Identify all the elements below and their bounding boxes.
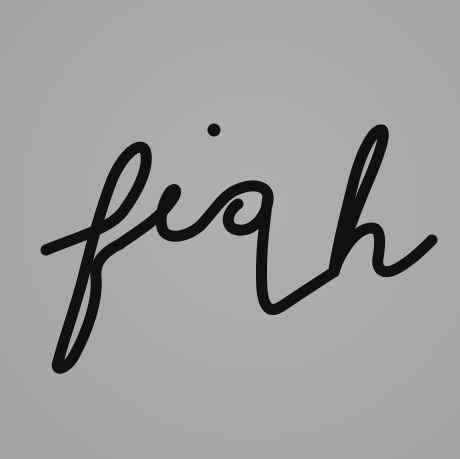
letter-h-stroke — [334, 130, 432, 272]
letter-i-dot — [208, 124, 221, 137]
letter-q-stroke — [200, 186, 334, 310]
letter-f-stroke — [46, 147, 146, 368]
